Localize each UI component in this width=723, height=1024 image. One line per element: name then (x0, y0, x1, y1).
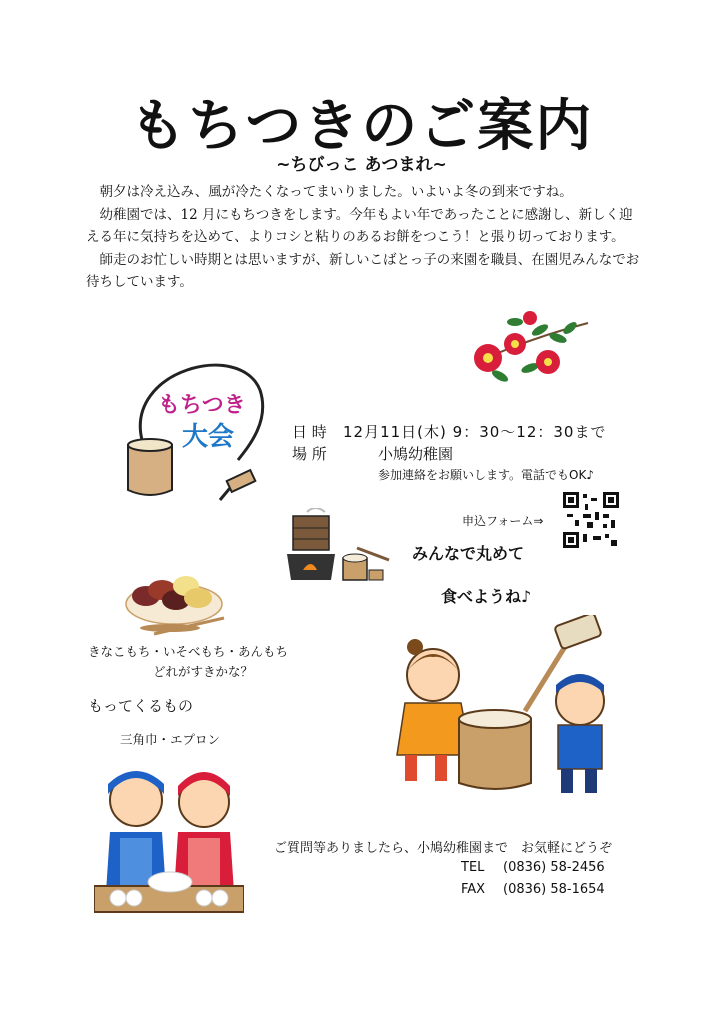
page-title: もちつきのご案内 (129, 94, 594, 159)
fax-number: (0836) 58-1654 (503, 882, 605, 897)
tel-number[interactable]: (0836) 58-2456 (503, 860, 605, 875)
form-label: 申込フォーム⇒ (462, 514, 544, 528)
intro-text (86, 181, 642, 294)
bring-heading: もってくるもの (88, 697, 194, 715)
intro-paragraph-1: 朝夕は冷え込み、風が冷たくなってまいりました。いよいよ冬の到来ですね。 (99, 184, 573, 200)
intro-paragraph-3: 師走のお忙しい時期とは思いますが、新しいこばとっ子の来園を職員、在園児みんなでお待ちしています。 (86, 251, 640, 290)
mochi-types-line2: どれがすきかな？ (153, 664, 254, 679)
rsvp-note: 参加連絡をお願いします。電話でもOK♪ (378, 468, 595, 482)
place-value: 小鳩幼稚園 (378, 445, 454, 463)
datetime-value: 12月11日(木) 9：30～12：30まで (343, 423, 607, 441)
phrase-eat: 食べようね♪ (441, 587, 532, 606)
place-label: 場 所 (292, 445, 327, 463)
qr-code[interactable] (563, 492, 619, 548)
poster-title-line2: 大会 (182, 422, 235, 452)
camellia-illustration (470, 308, 592, 388)
datetime-label: 日 時 (292, 423, 327, 441)
bring-items: 三角巾・エプロン (120, 732, 221, 747)
tel-label: TEL (461, 860, 485, 875)
intro-paragraph-2: 幼稚園では、12 月にもちつきをします。今年もよい年であったことに感謝し、新しく迎える年に気持ちを込めて、よりコシと粘りのあるお餅をつこう！と張り切っております。 (86, 206, 633, 245)
kids-pounding-mochi-illustration (375, 615, 630, 800)
page-subtitle: ~ちびっこ あつまれ~ (276, 155, 447, 175)
fax-label: FAX (461, 882, 486, 897)
phrase-roll: みんなで丸めて (412, 544, 525, 563)
kids-aprons-illustration (94, 762, 244, 920)
poster-title-line1: もちつき (158, 393, 246, 418)
contact-line: ご質問等ありましたら、小鳩幼稚園まで お気軽にどうぞ (274, 841, 613, 856)
mochi-types-line1: きなこもち・いそべもち・あんもち (88, 644, 289, 659)
mochitsuki-poster (120, 350, 270, 505)
mochi-plate-illustration (124, 562, 226, 642)
steamer-illustration (285, 508, 395, 584)
